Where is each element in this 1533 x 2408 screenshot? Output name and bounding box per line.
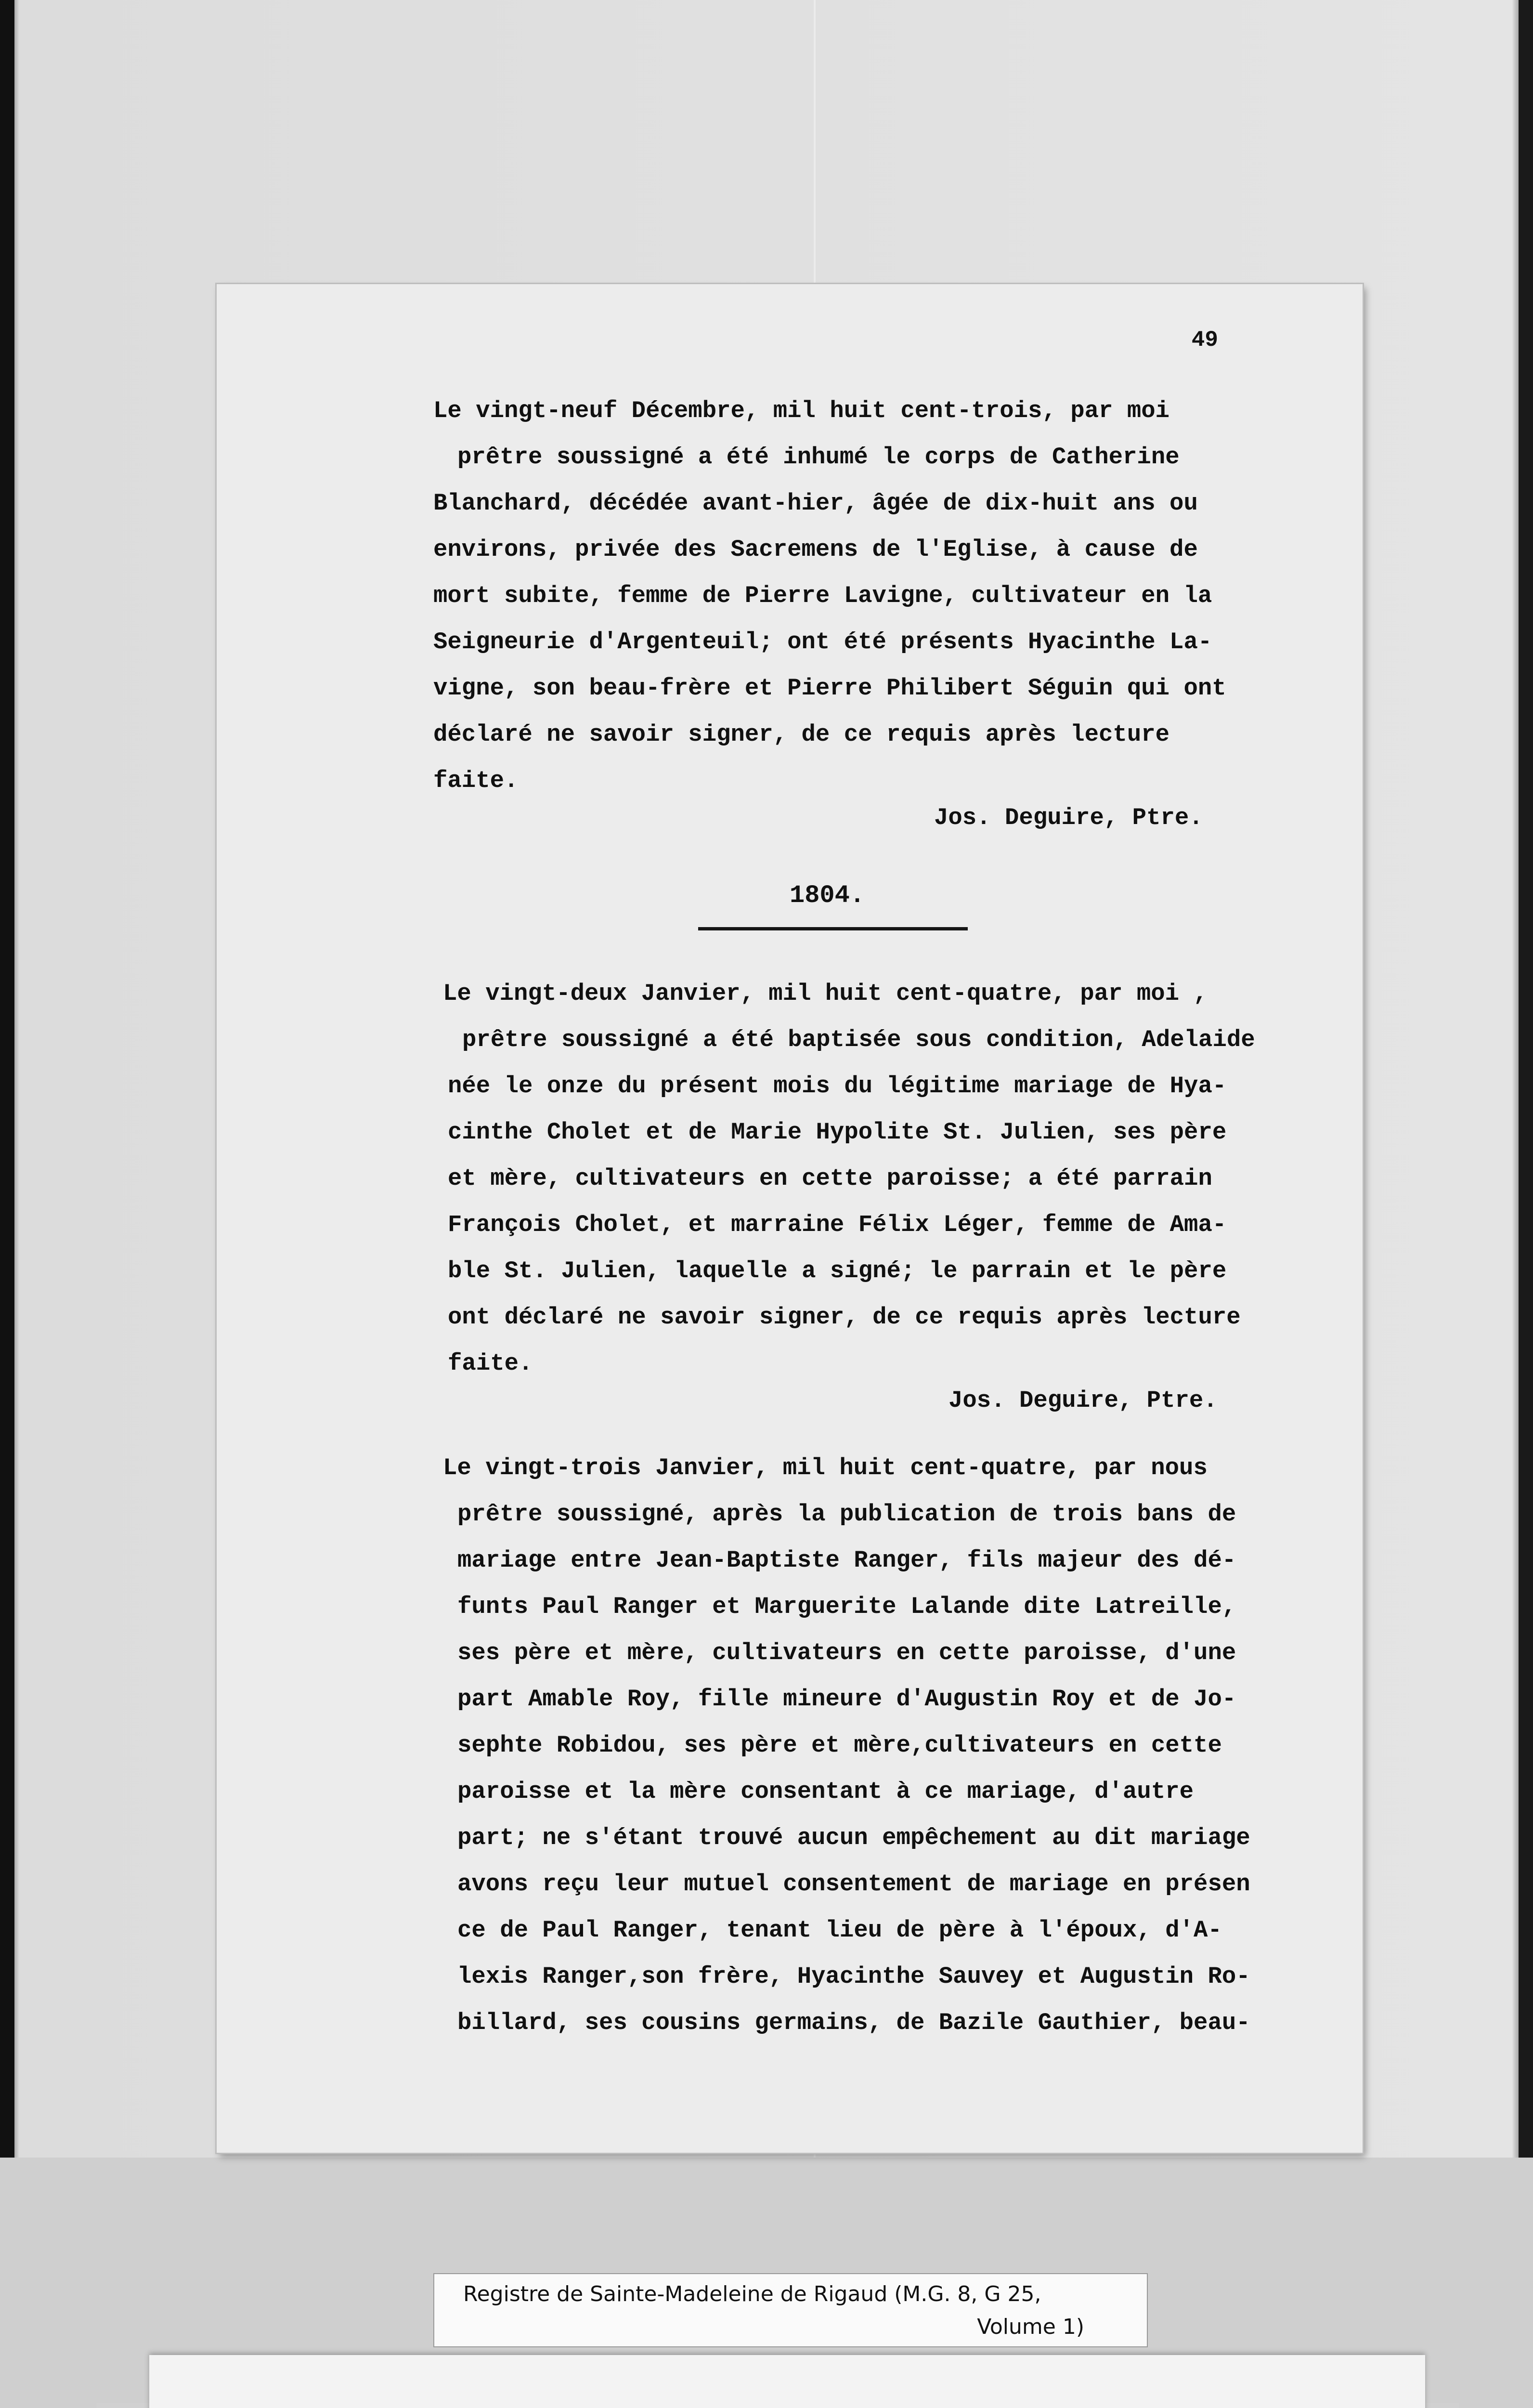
entry-line: ont déclaré ne savoir signer, de ce requis après lecture	[448, 1304, 1241, 1331]
archives-stamp-card	[149, 2355, 1425, 2408]
entry-line: billard, ses cousins germains, de Bazile Gauthier, beau-	[457, 2009, 1250, 2036]
entry-burial-catherine-blanchard	[433, 388, 1305, 804]
archive-label-line: Volume 1)	[977, 2315, 1084, 2339]
signature: Jos. Deguire, Ptre.	[948, 1387, 1218, 1414]
entry-line: lexis Ranger,son frère, Hyacinthe Sauvey et Augustin Ro-	[457, 1963, 1250, 1990]
archive-reference-label	[433, 2273, 1148, 2347]
entry-line: François Cholet, et marraine Félix Léger, femme de Ama-	[448, 1211, 1227, 1238]
entry-line: Le vingt-neuf Décembre, mil huit cent-trois, par moi	[433, 397, 1170, 424]
year-divider	[698, 927, 968, 930]
entry-line: cinthe Cholet et de Marie Hypolite St. Julien, ses père	[448, 1119, 1227, 1146]
year-heading: 1804.	[790, 881, 865, 910]
entry-line: part; ne s'étant trouvé aucun empêchement au dit mariage	[457, 1824, 1250, 1851]
entry-line: avons reçu leur mutuel consentement de mariage en présen	[457, 1871, 1250, 1898]
entry-marriage-ranger-roy	[443, 1445, 1305, 2046]
film-edge-right	[1519, 0, 1533, 2408]
signature: Jos. Deguire, Ptre.	[934, 804, 1203, 831]
entry-line: prêtre soussigné a été baptisée sous condition, Adelaide	[462, 1026, 1255, 1053]
film-edge-left	[0, 0, 14, 2408]
page-number: 49	[1191, 327, 1218, 353]
entry-line: prêtre soussigné, après la publication de trois bans de	[457, 1501, 1236, 1528]
entry-line: Le vingt-deux Janvier, mil huit cent-quatre, par moi ,	[443, 980, 1208, 1007]
entry-line: funts Paul Ranger et Marguerite Lalande dite Latreille,	[457, 1593, 1236, 1620]
entry-line: sephte Robidou, ses père et mère,cultivateurs en cette	[457, 1732, 1222, 1759]
entry-line: Le vingt-trois Janvier, mil huit cent-quatre, par nous	[443, 1454, 1208, 1481]
entry-line: vigne, son beau-frère et Pierre Philibert Séguin qui ont	[433, 675, 1226, 702]
archive-label-line: Registre de Sainte-Madeleine de Rigaud (M.G. 8, G 25,	[463, 2282, 1041, 2306]
entry-line: part Amable Roy, fille mineure d'Augustin Roy et de Jo-	[457, 1686, 1236, 1713]
entry-line: Blanchard, décédée avant-hier, âgée de dix-huit ans ou	[433, 490, 1198, 517]
entry-line: et mère, cultivateurs en cette paroisse; a été parrain	[448, 1165, 1212, 1192]
entry-line: mort subite, femme de Pierre Lavigne, cultivateur en la	[433, 582, 1212, 609]
entry-baptism-adelaide-cholet	[443, 970, 1305, 1387]
entry-line: déclaré ne savoir signer, de ce requis après lecture	[433, 721, 1170, 748]
entry-line: environs, privée des Sacremens de l'Eglise, à cause de	[433, 536, 1198, 563]
entry-line: Seigneurie d'Argenteuil; ont été présents Hyacinthe La-	[433, 628, 1212, 655]
entry-line: ses père et mère, cultivateurs en cette paroisse, d'une	[457, 1639, 1236, 1666]
entry-line: née le onze du présent mois du légitime mariage de Hya-	[448, 1073, 1227, 1099]
register-page	[217, 284, 1363, 2153]
entry-line: prêtre soussigné a été inhumé le corps de Catherine	[457, 444, 1180, 471]
entry-line: ble St. Julien, laquelle a signé; le parrain et le père	[448, 1257, 1227, 1284]
entry-line: mariage entre Jean-Baptiste Ranger, fils majeur des dé-	[457, 1547, 1236, 1574]
entry-line: faite.	[433, 767, 519, 794]
entry-line: ce de Paul Ranger, tenant lieu de père à l'époux, d'A-	[457, 1917, 1222, 1944]
entry-line: faite.	[448, 1350, 533, 1377]
entry-line: paroisse et la mère consentant à ce mariage, d'autre	[457, 1778, 1194, 1805]
